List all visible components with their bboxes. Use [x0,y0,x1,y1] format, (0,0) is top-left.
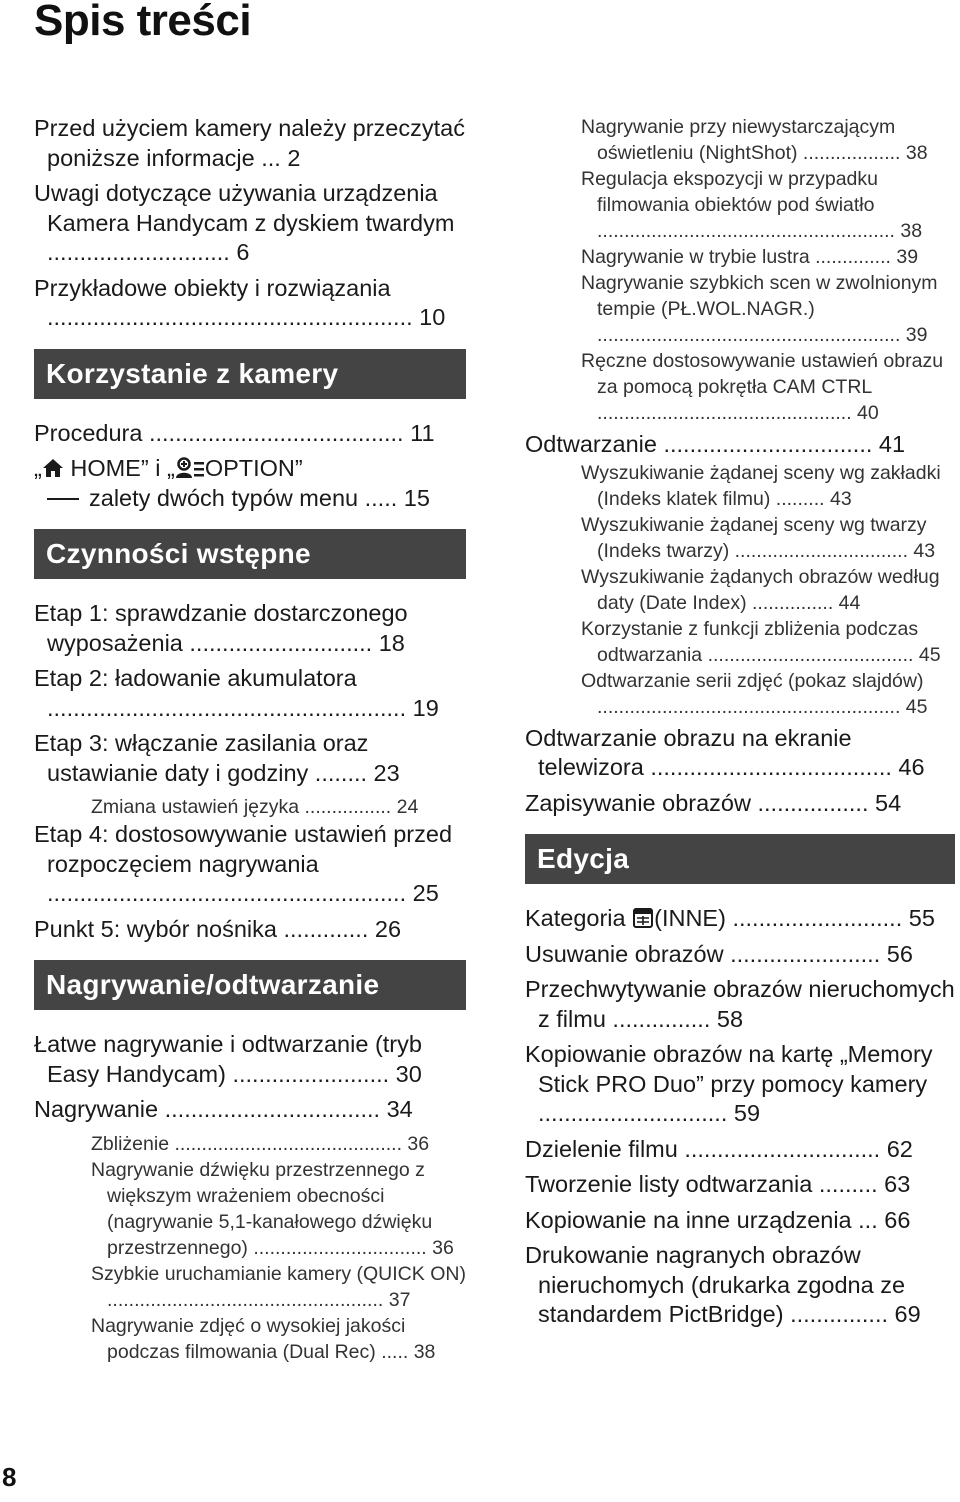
toc-subentry-zmiana-jezyka[interactable] [34,794,466,820]
toc-subentry-nightshot[interactable] [525,114,957,166]
toc-entry-kopiowanie-inne[interactable] [525,1206,957,1236]
toc-entry-text: Etap 4: dostosowywanie ustawień przed rozpoczęciem nagrywania ....................................................... 25 [34,821,453,906]
toc-subentry-pokaz-slajdow[interactable] [525,668,957,720]
toc-entry-procedura[interactable] [34,419,466,449]
toc-entry-text: Nagrywanie dźwięku przestrzennego z większym wrażeniem obecności (nagrywanie 5,1-kanałowego dźwięku przestrzennego) ................................ 36 [91,1158,454,1259]
toc-entry-odtwarzanie[interactable] [525,430,957,460]
toc-entry-text: Dzielenie filmu .............................. 62 [525,1135,913,1162]
toc-entry-text: Zbliżenie .......................................... 36 [91,1132,430,1155]
toc-entry-etap-1[interactable] [34,599,466,658]
toc-entry-text: zalety dwóch typów menu ..... 15 [89,484,430,511]
section-header-nagrywanie: Nagrywanie/odtwarzanie [34,960,466,1010]
toc-entry-text: Wyszukiwanie żądanej sceny wg twarzy (Indeks twarzy) ................................ 43 [581,513,936,562]
toc-subentry-indeks-klatek[interactable] [525,460,957,512]
toc-entry-text: Etap 1: sprawdzanie dostarczonego wyposażenia ............................ 18 [34,600,408,656]
toc-entry-text: Odtwarzanie ................................ 41 [525,431,906,457]
toc-entry-text: Zmiana ustawień języka ................ 24 [91,796,419,818]
section-header-edycja: Edycja [525,834,955,884]
toc-entry-text: Przed użyciem kamery należy przeczytać poniższe informacje ... 2 [34,115,465,171]
toc-entry-uwagi[interactable] [34,179,466,268]
toc-entry-text: Wyszukiwanie żądanych obrazów według daty (Date Index) ............... 44 [581,565,940,614]
option-label: OPTION [204,455,295,481]
home-label: HOME [70,455,141,481]
em-dash [47,498,79,500]
quote-close: ” [140,455,149,481]
toc-entry-latwe-nagrywanie[interactable] [34,1030,466,1089]
toc-subentry-quick-on[interactable] [34,1261,466,1313]
toc-entry-text: Odtwarzanie serii zdjęć (pokaz slajdów) ........................................................ 45 [581,669,928,718]
toc-entry-text: Korzystanie z funkcji zbliżenia podczas odtwarzania ...................................... 45 [581,617,941,666]
toc-entry-text: Uwagi dotyczące używania urządzenia Kamera Handycam z dyskiem twardym ............................ 6 [34,180,455,265]
option-icon [175,457,205,479]
toc-subentry-indeks-twarzy[interactable] [525,512,957,564]
toc-entry-etap-4[interactable] [34,820,466,909]
toc-entry-punkt-5[interactable] [34,915,466,945]
toc-left-column [34,114,466,1365]
toc-subentry-dual-rec[interactable] [34,1313,466,1365]
toc-entry-text: Etap 2: ładowanie akumulatora ....................................................... 19 [34,665,439,721]
toc-entry-text: Szybkie uruchamianie kamery (QUICK ON) ................................................... 37 [91,1262,466,1311]
toc-entry-kategoria-inne[interactable] [525,904,957,934]
toc-subentry-szybkie-sceny[interactable] [525,270,957,348]
toc-entry-text: Nagrywanie zdjęć o wysokiej jakości podczas filmowania (Dual Rec) ..... 38 [91,1314,436,1363]
quote-close: ” [294,455,303,481]
toc-entry-telewizor[interactable] [525,724,957,783]
toc-entry-text: Regulacja ekspozycji w przypadku filmowania obiektów pod światło ....................................................... 38 [581,168,923,242]
conjunction: i [155,455,161,481]
toc-entry-text: Punkt 5: wybór nośnika ............. 26 [34,915,402,942]
page-title: Spis treści [34,0,252,45]
toc-subentry-lustra[interactable] [525,244,957,270]
toc-entry-zapisywanie[interactable] [525,789,957,819]
toc-entry-dzielenie[interactable] [525,1135,957,1165]
toc-entry-text: Nagrywanie szybkich scen w zwolnionym tempie (PŁ.WOL.NAGR.) ........................................................ 39 [581,272,938,346]
other-category-icon [632,907,654,929]
toc-subentry-zblizenia-odtwarzanie[interactable] [525,616,957,668]
toc-entry-text: Etap 3: włączanie zasilania oraz ustawianie daty i godziny ........ 23 [34,730,400,786]
toc-subentry-cam-ctrl[interactable] [525,348,957,426]
toc-entry-text: Kopiowanie na inne urządzenia ... 66 [525,1206,911,1233]
toc-entry-text: Kopiowanie obrazów na kartę „Memory Stick PRO Duo” przy pomocy kamery ............................. 59 [525,1041,933,1126]
toc-entry-etap-2[interactable] [34,664,466,723]
toc-entry-text: Odtwarzanie obrazu na ekranie telewizora ..................................... 46 [525,724,925,780]
toc-entry-text: Nagrywanie ................................. 34 [34,1096,413,1122]
toc-entry-przykladowe-obiekty[interactable] [34,274,466,333]
toc-entry-text: Wyszukiwanie żądanej sceny wg zakładki (Indeks klatek filmu) ......... 43 [581,461,941,510]
toc-entry-usuwanie[interactable] [525,940,957,970]
toc-right-column [525,114,957,1336]
toc-subentry-ekspozycja[interactable] [525,166,957,244]
toc-entry-przed-uzyciem[interactable] [34,114,466,173]
toc-entry-nagrywanie[interactable] [34,1095,466,1125]
page-number: 8 [2,1462,17,1492]
toc-entry-text: Procedura ....................................... 11 [34,419,435,446]
toc-subentry-dzwiek[interactable] [34,1157,466,1261]
toc-entry-przechwytywanie[interactable] [525,975,957,1034]
section-header-korzystanie: Korzystanie z kamery [34,349,466,399]
toc-entry-text: Usuwanie obrazów ....................... 56 [525,940,913,967]
toc-entry-drukowanie[interactable] [525,1241,957,1330]
toc-entry-lista-odtwarzania[interactable] [525,1170,957,1200]
toc-entry-text: Nagrywanie przy niewystarczającym oświetleniu (NightShot) .................. 38 [581,116,928,164]
toc-entry-text: Zapisywanie obrazów ................. 54 [525,789,902,816]
toc-entry-text: Drukowanie nagranych obrazów nieruchomych (drukarka zgodna ze standardem PictBridge) ............... 69 [525,1242,921,1327]
toc-entry-text: Nagrywanie w trybie lustra .............. 39 [581,246,919,268]
toc-entry-text: Łatwe nagrywanie i odtwarzanie (tryb Easy Handycam) ........................ 30 [34,1031,422,1087]
quote-open: „ [34,455,42,481]
toc-entry-etap-3[interactable] [34,729,466,788]
toc-subentry-date-index[interactable] [525,564,957,616]
section-header-czynnosci: Czynności wstępne [34,529,466,579]
toc-entry-text: (INNE) .......................... 55 [654,905,935,931]
toc-entry-kopiowanie-karta[interactable] [525,1040,957,1129]
toc-entry-text: Kategoria [525,905,626,931]
toc-entry-text: Ręczne dostosowywanie ustawień obrazu za pomocą pokrętła CAM CTRL ............................................... 40 [581,350,944,424]
home-icon [42,457,64,479]
toc-subentry-zblizenie[interactable] [34,1131,466,1157]
toc-entry-text: Tworzenie listy odtwarzania ......... 63 [525,1171,911,1197]
quote-open: „ [166,455,175,481]
toc-entry-text: Przechwytywanie obrazów nieruchomych z filmu ............... 58 [525,976,955,1032]
toc-entry-text: Przykładowe obiekty i rozwiązania ........................................................ 10 [34,274,446,330]
toc-entry-home-option[interactable] [34,454,466,513]
